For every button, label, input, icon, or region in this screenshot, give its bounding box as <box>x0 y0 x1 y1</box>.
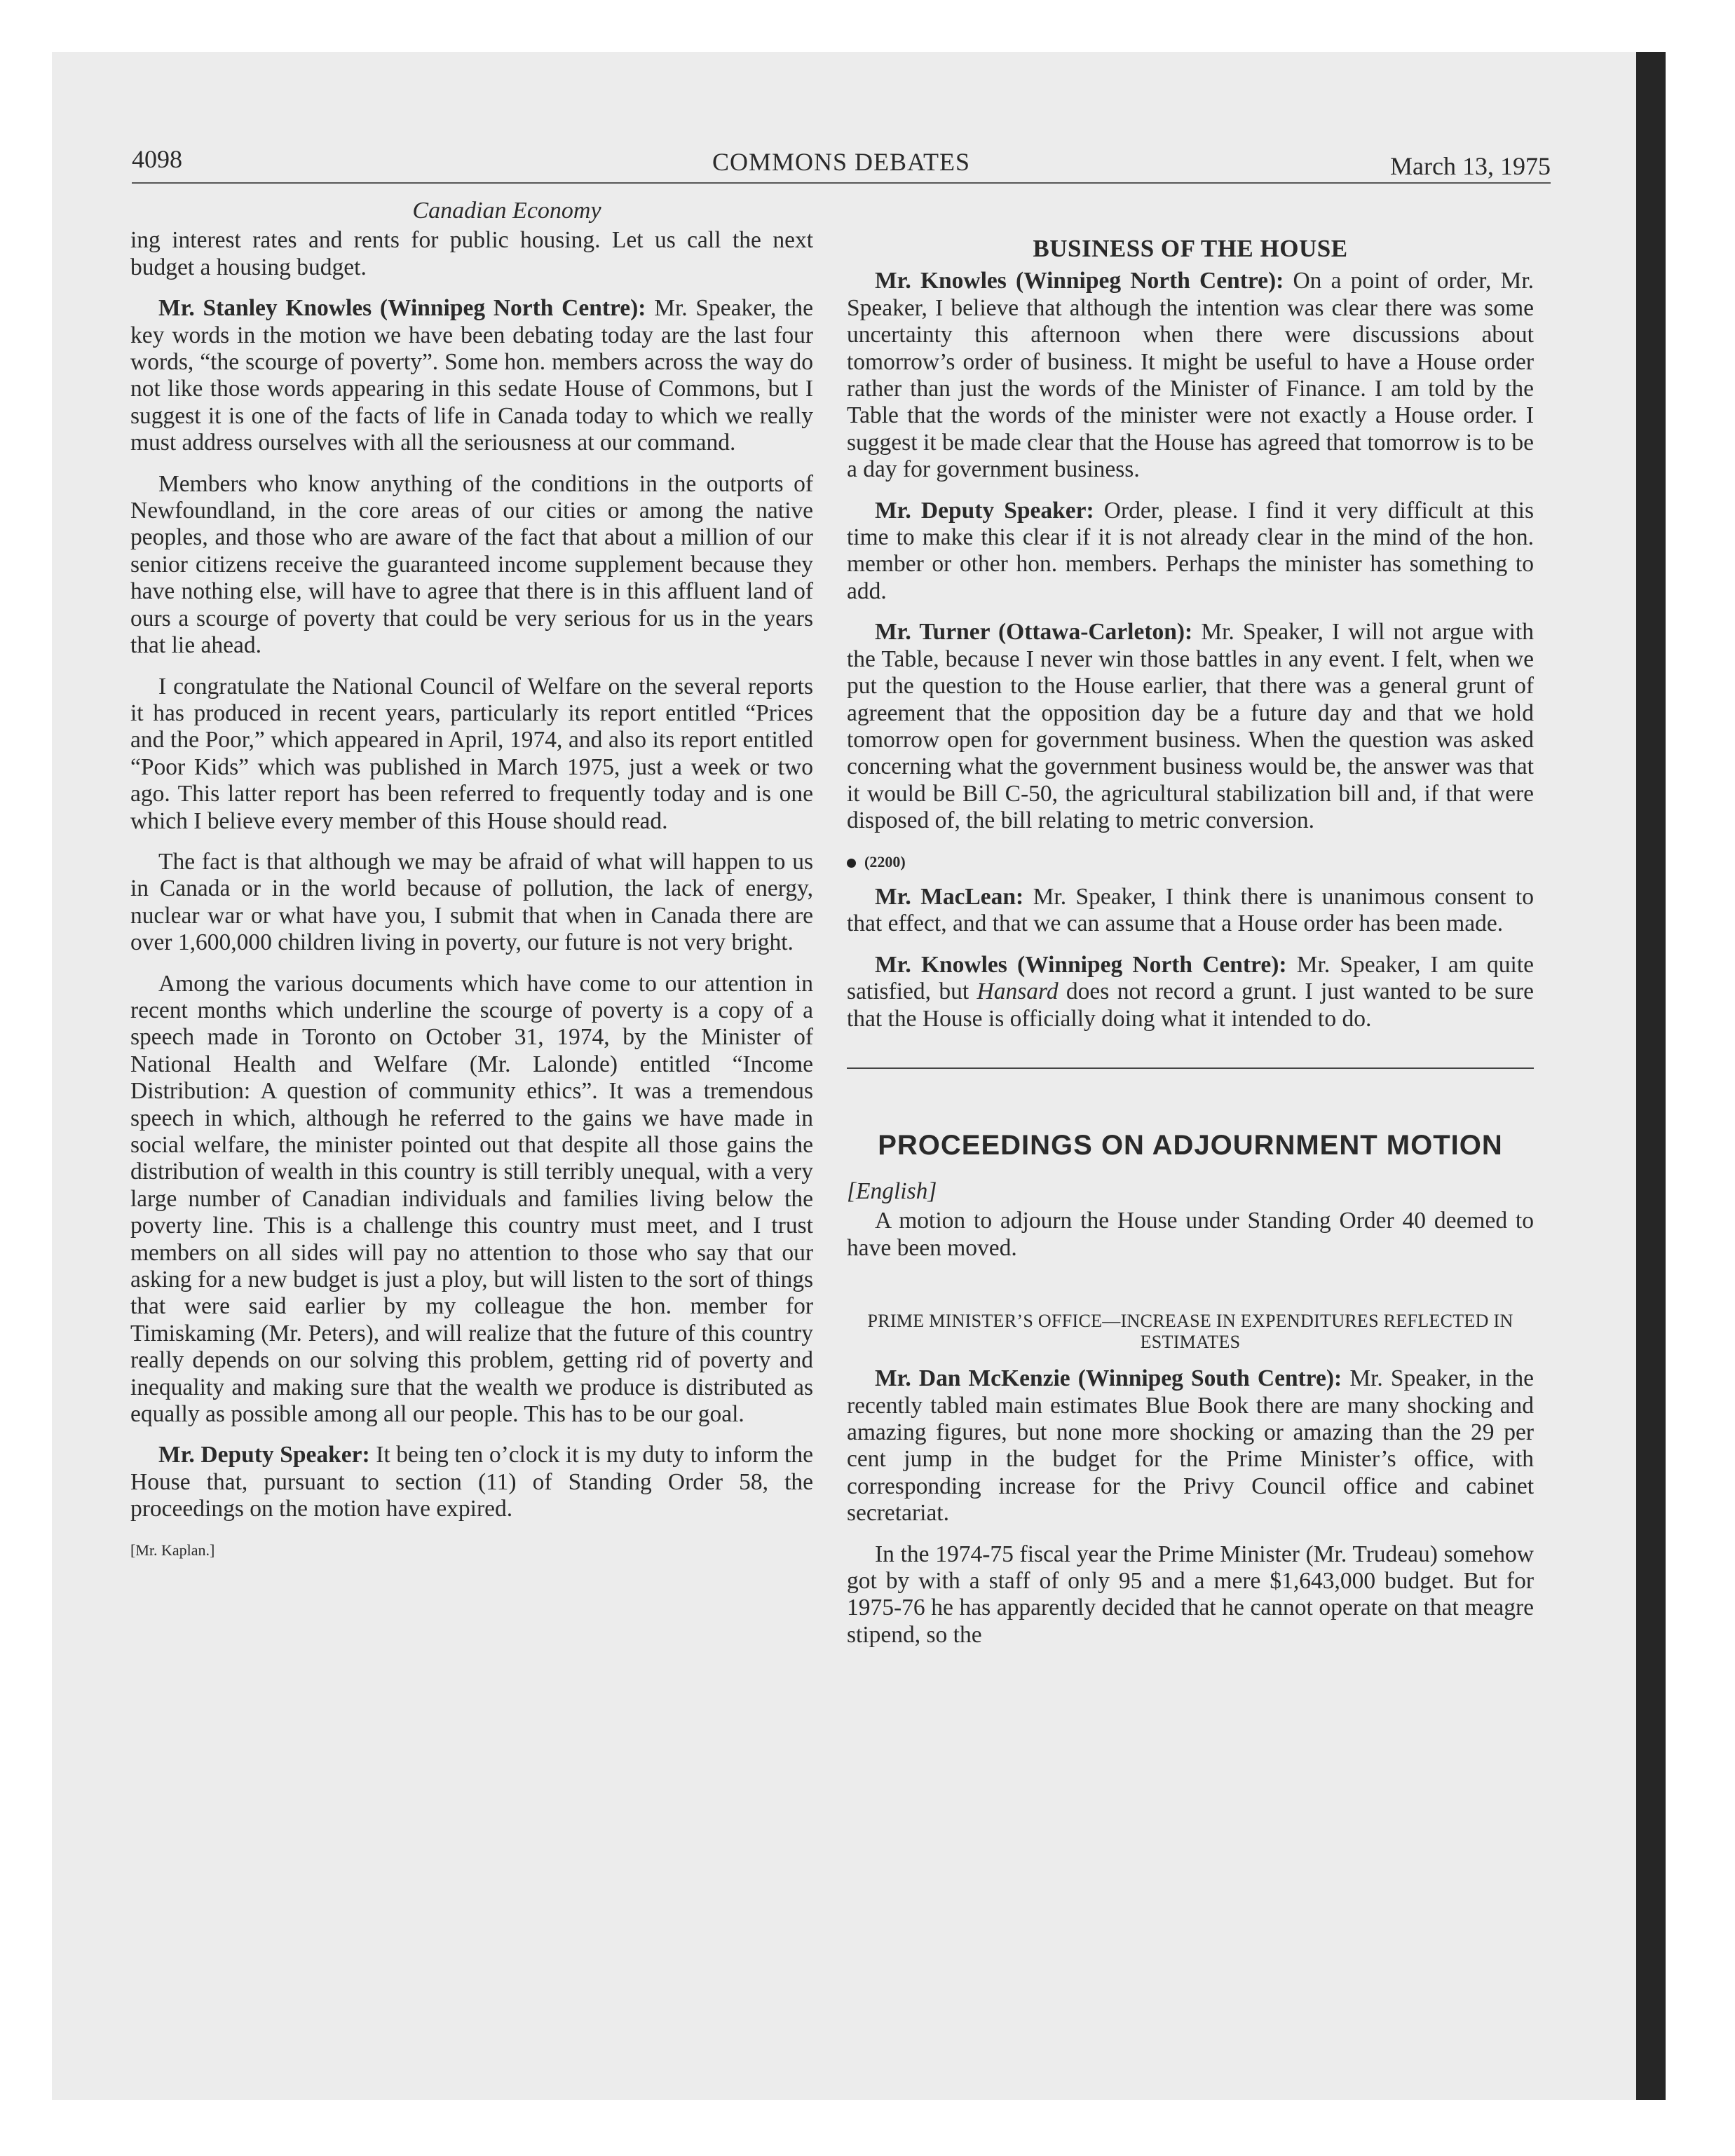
subheading: PRIME MINISTER’S OFFICE—INCREASE IN EXPENDITURES REFLECTED IN ESTIMATES <box>867 1311 1513 1353</box>
right-column <box>847 236 1534 1663</box>
speech-text: Mr. Speaker, I will not argue with the Table, because I never win those battles in any event. I felt, when we put the question to the House earlier, that there was a general grunt of agreement that the opposition day be a future day and that we hold tomorrow open for government business. When the question was asked concerning what the government business would be, the answer was that it would be Bill C-50, the agricultural stabilization bill and, if that were disposed of, the bill relating to metric conversion. <box>847 619 1534 834</box>
speaker-name: Mr. Deputy Speaker: <box>875 497 1094 524</box>
italic-publication-name: Hansard <box>977 978 1059 1005</box>
paragraph: I congratulate the National Council of Welfare on the several reports it has produced in recent years, particularly its report entitled “Prices and the Poor,” which appeared in April, 1974, and also its report entitled “Poor Kids” which was published in March 1975, just a week or two ago. This latter report has been referred to frequently today and is one which I believe every member of this House should read. <box>130 673 813 834</box>
proceedings-heading: PROCEEDINGS ON ADJOURNMENT MOTION <box>878 1129 1503 1161</box>
speech-paragraph <box>847 1365 1534 1527</box>
left-column <box>130 198 813 1564</box>
speech-paragraph <box>130 295 813 456</box>
speaker-name: Mr. Stanley Knowles (Winnipeg North Centre): <box>158 295 646 322</box>
language-tag: [English] <box>847 1178 937 1204</box>
speaker-name: Mr. Turner (Ottawa-Carleton): <box>875 619 1193 646</box>
page-header <box>132 143 1551 184</box>
speaker-name: Mr. Knowles (Winnipeg North Centre): <box>875 268 1284 294</box>
speech-text: Mr. Speaker, I think there is unanimous consent to that effect, and that we can assume that a House order has been made. <box>847 883 1534 937</box>
speaker-attribution: [Mr. Kaplan.] <box>130 1541 215 1559</box>
speech-paragraph <box>847 884 1534 938</box>
speech-text: Mr. Speaker, the key words in the motion we have been debating today are the last four words, “the scourge of poverty”. Some hon. members across the way do not like those words appearing in this sedate House of Commons, but I suggest it is one of the facts of life in Canada today to which we really must address ourselves with all the seriousness at our command. <box>130 295 813 456</box>
speech-text: It being ten o’clock it is my duty to inform the House that, pursuant to section (11) of Standing Order 58, the proceedings on the motion have expired. <box>130 1442 813 1522</box>
speech-paragraph <box>847 498 1534 606</box>
speech-paragraph <box>130 1442 813 1522</box>
speech-text: Mr. Speaker, I am quite satisfied, but <box>847 951 1534 1005</box>
speech-paragraph <box>847 268 1534 483</box>
speaker-name: Mr. Knowles (Winnipeg North Centre): <box>875 951 1287 978</box>
speech-text: does not record a grunt. I just wanted to be sure that the House is officially doing what it intended to do. <box>847 978 1534 1032</box>
publication-title: COMMONS DEBATES <box>712 148 971 176</box>
paragraph: A motion to adjourn the House under Standing Order 40 deemed to have been moved. <box>847 1208 1534 1261</box>
bullet-icon <box>847 859 856 868</box>
running-head: Canadian Economy <box>412 198 601 224</box>
paragraph: The fact is that although we may be afraid of what will happen to us in Canada or in the world because of pollution, the lack of energy, nuclear war or what have you, I submit that when in Canada there are over 1,600,000 children living in poverty, our future is not very bright. <box>130 848 813 956</box>
paragraph: Members who know anything of the conditions in the outports of Newfoundland, in the core areas of our cities or among the native peoples, and those who are aware of the fact that about a million of our senior citizens receive the guaranteed income supplement because they have nothing else, will have to agree that there is in this affluent land of ours a scourge of poverty that could be very serious for us in the years that lie ahead. <box>130 470 813 659</box>
page-number: 4098 <box>132 145 182 173</box>
publication-date: March 13, 1975 <box>1390 152 1551 180</box>
speech-text: Mr. Speaker, in the recently tabled main estimates Blue Book there are many shocking and amazing figures, but none more shocking or amazing than the 29 per cent jump in the budget for the Prime Minister’s office, with corresponding increase for the Privy Council office and cabinet secretariat. <box>847 1365 1534 1527</box>
speaker-name: Mr. Deputy Speaker: <box>158 1442 370 1468</box>
speaker-name: Mr. MacLean: <box>875 883 1024 910</box>
section-title: BUSINESS OF THE HOUSE <box>1033 235 1348 262</box>
speech-paragraph <box>847 619 1534 834</box>
paragraph: In the 1974-75 fiscal year the Prime Minister (Mr. Trudeau) somehow got by with a staff of only 95 and a mere $1,643,000 budget. But for 1975-76 he has apparently decided that he cannot operate on that meagre stipend, so the <box>847 1541 1534 1648</box>
section-divider <box>847 1067 1534 1069</box>
speech-text: On a point of order, Mr. Speaker, I believe that although the intention was clear there was some uncertainty this afternoon when there were discussions about tomorrow’s order of business. It might be useful to have a House order rather than just the words of the Minister of Finance. I am told by the Table that the words of the minister were not exactly a House order. I suggest it be made clear that the House has agreed that tomorrow is to be a day for government business. <box>847 268 1535 483</box>
speech-paragraph <box>847 952 1534 1032</box>
paragraph: ing interest rates and rents for public housing. Let us call the next budget a housing budget. <box>130 227 813 280</box>
speech-text: Order, please. I find it very difficult at this time to make this clear if it is not already clear in the mind of the hon. member or other hon. members. Perhaps the minister has something to add. <box>847 497 1534 604</box>
time-marker <box>847 849 1534 875</box>
time-marker-text: (2200) <box>864 852 906 871</box>
speaker-name: Mr. Dan McKenzie (Winnipeg South Centre): <box>875 1365 1342 1392</box>
paragraph: Among the various documents which have come to our attention in recent months which underline the scourge of poverty is a copy of a speech made in Toronto on October 31, 1974, by the Minister of National Health and Welfare (Mr. Lalonde) entitled “Income Distribution: A question of community ethics”. It was a tremendous speech in which, although he referred to the gains we have made in social welfare, the minister pointed out that despite all those gains the distribution of wealth in this country is still terribly unequal, with a very large number of Canadian individuals and families living below the poverty line. This is a challenge this country must meet, and I trust members on all sides will pay no attention to those who say that our asking for a new budget is just a ploy, but will listen to the sort of things that were said earlier by my colleague the hon. member for Timiskaming (Mr. Peters), and will realize that the future of this country really depends on our solving this problem, getting rid of poverty and inequality and making sure that the wealth we produce is distributed as equally as possible among all our people. This has to be our goal. <box>130 970 813 1428</box>
